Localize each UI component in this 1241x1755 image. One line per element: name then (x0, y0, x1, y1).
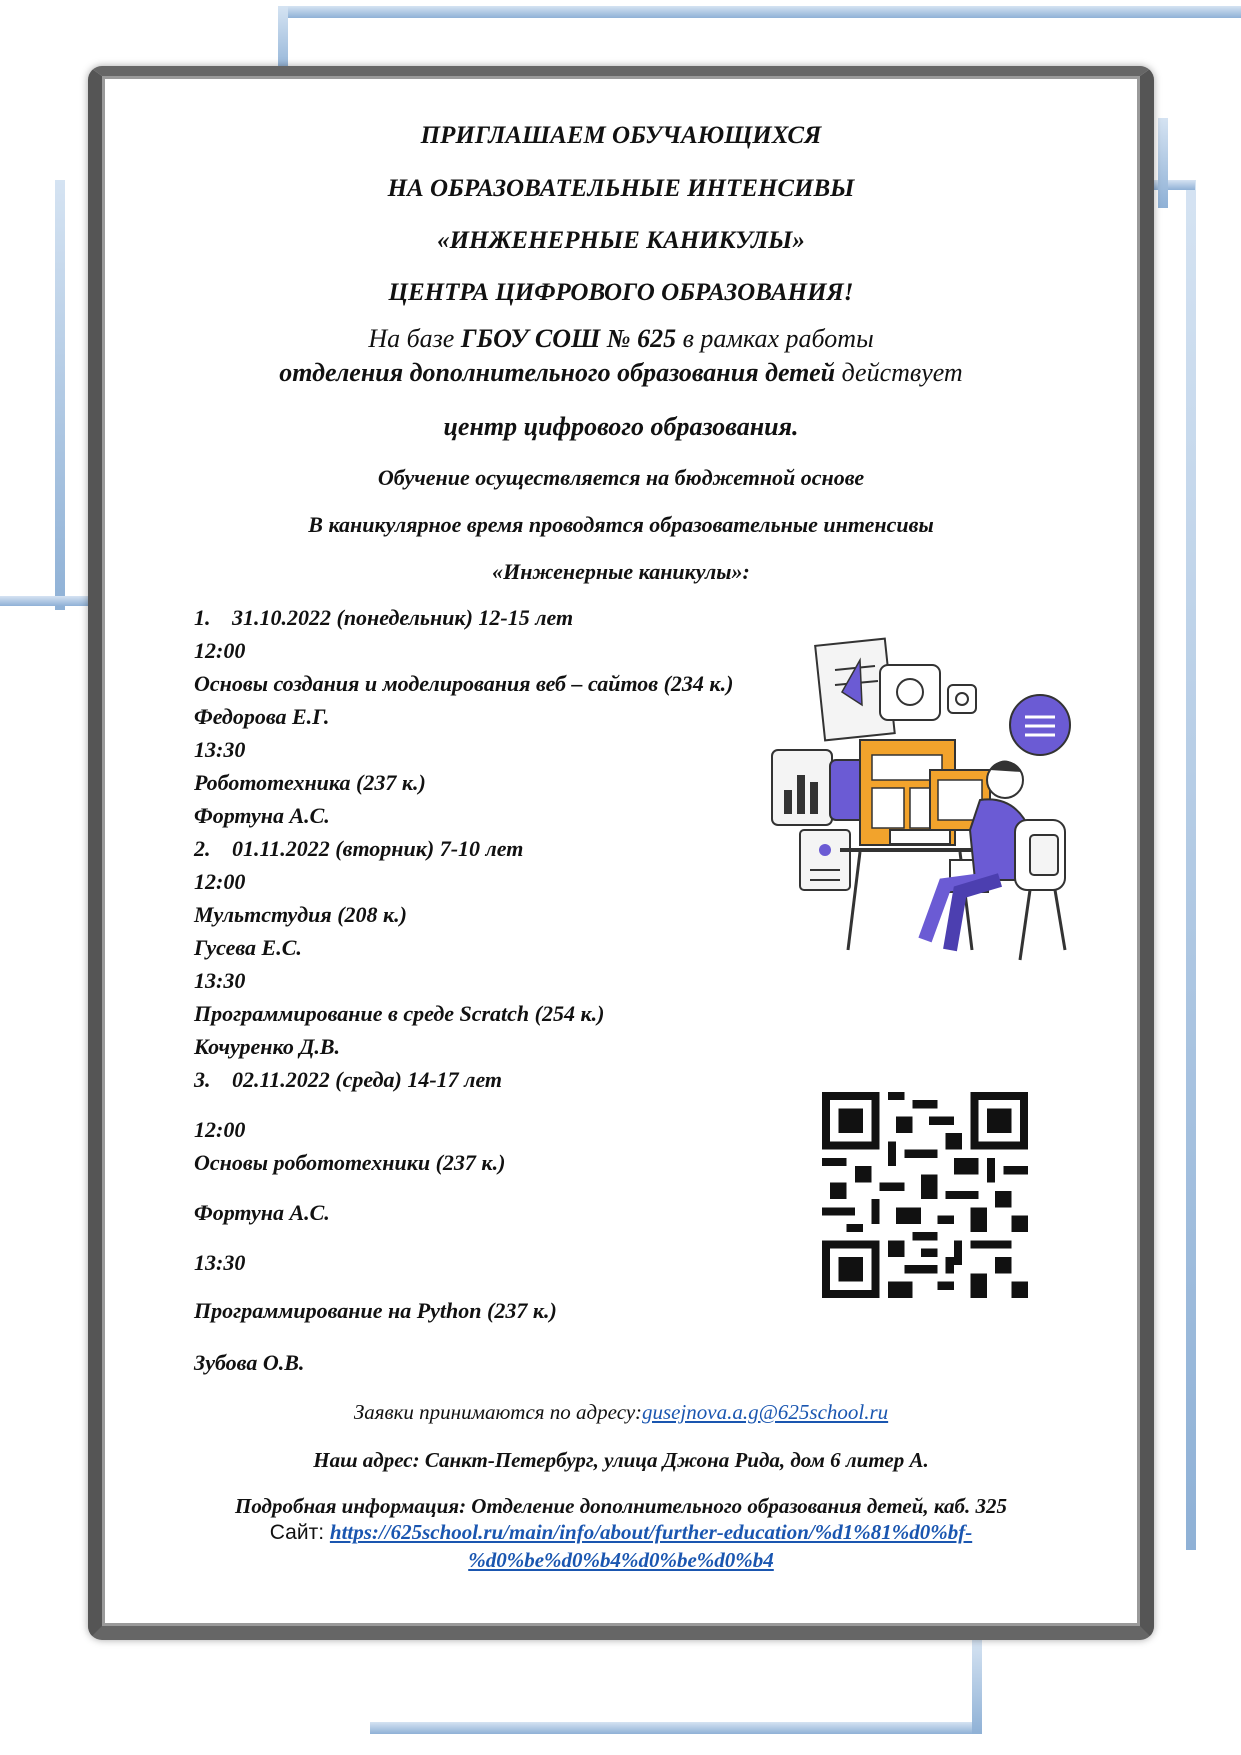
time: 13:30 (194, 1250, 246, 1275)
intro-line-5: В каникулярное время проводятся образовательные интенсивы (308, 512, 934, 537)
intro-line-3: центр цифрового образования. (443, 412, 799, 441)
time: 12:00 (194, 869, 246, 894)
course: Программирование в среде Scratch (254 к.) (194, 1001, 605, 1026)
course: Мультстудия (208 к.) (194, 902, 408, 927)
course: Программирование на Python (237 к.) (194, 1298, 557, 1323)
day-date: 31.10.2022 (понедельник) 12-15 лет (232, 605, 574, 630)
site-link-continued[interactable]: %d0%be%d0%b4%d0%be%d0%b4 (468, 1548, 774, 1572)
course: Основы создания и моделирования веб – сайтов (234 к.) (194, 671, 734, 696)
time: 13:30 (194, 968, 246, 993)
day-3-heading (194, 1067, 502, 1093)
intro-text: действует (835, 358, 963, 387)
intro-text: в рамках работы (676, 324, 874, 353)
intro-line-6: «Инженерные каникулы»: (492, 559, 750, 584)
decor-line-left-top (55, 180, 65, 610)
day-number: 3. (194, 1067, 211, 1092)
intro-line-2 (102, 358, 1140, 388)
day-date: 01.11.2022 (вторник) 7-10 лет (232, 836, 524, 861)
title-line-4: ЦЕНТРА ЦИФРОВОГО ОБРАЗОВАНИЯ! (388, 279, 854, 306)
teacher: Фортуна А.С. (194, 1200, 330, 1225)
intro-line-1 (102, 324, 1140, 354)
teacher: Фортуна А.С. (194, 803, 330, 828)
day-date: 02.11.2022 (среда) 14-17 лет (232, 1067, 503, 1092)
site-line-2 (102, 1548, 1140, 1573)
site-label: Сайт: (269, 1521, 330, 1544)
decor-line-top (278, 6, 1241, 18)
time: 12:00 (194, 638, 246, 663)
decor-line-bottom (370, 1722, 980, 1734)
teacher: Кочуренко Д.В. (194, 1034, 341, 1059)
department-name: отделения дополнительного образования детей (279, 358, 836, 387)
address-line: Наш адрес: Санкт-Петербург, улица Джона Рида, дом 6 литер А. (313, 1448, 929, 1472)
intro-text: На базе (368, 324, 461, 353)
course: Основы робототехники (237 к.) (194, 1150, 506, 1175)
day-2-heading (194, 836, 523, 862)
decor-line-right (1186, 180, 1196, 1550)
title-line-3: «ИНЖЕНЕРНЫЕ КАНИКУЛЫ» (437, 227, 805, 254)
decor-line-left-h (0, 596, 95, 606)
title-line-2: НА ОБРАЗОВАТЕЛЬНЫЕ ИНТЕНСИВЫ (387, 175, 855, 202)
teacher: Зубова О.В. (194, 1350, 305, 1375)
apply-email-link[interactable]: gusejnova.a.g@625school.ru (641, 1400, 889, 1424)
apply-line (102, 1400, 1140, 1425)
school-name: ГБОУ СОШ № 625 (460, 324, 677, 353)
details-line: Подробная информация: Отделение дополнительного образования детей, каб. 325 (235, 1494, 1007, 1518)
site-line (102, 1520, 1140, 1545)
decor-line-bottom-vert (972, 1640, 982, 1734)
person-at-computer-illustration (760, 630, 1090, 980)
time: 13:30 (194, 737, 246, 762)
apply-label: Заявки принимаются по адресу: (353, 1400, 642, 1424)
decor-line-right-h (1150, 180, 1195, 190)
course: Робототехника (237 к.) (194, 770, 426, 795)
day-number: 2. (194, 836, 211, 861)
title-line-1: ПРИГЛАШАЕМ ОБУЧАЮЩИХСЯ (420, 122, 822, 149)
site-link[interactable]: https://625school.ru/main/info/about/further-education/%d1%81%d0%bf- (329, 1520, 973, 1544)
teacher: Федорова Е.Г. (194, 704, 330, 729)
day-1-heading (194, 605, 573, 631)
teacher: Гусева Е.С. (194, 935, 302, 960)
time: 12:00 (194, 1117, 246, 1142)
day-number: 1. (194, 605, 211, 630)
qr-code[interactable] (822, 1092, 1028, 1298)
decor-line-right2 (1158, 118, 1168, 208)
intro-line-4: Обучение осуществляется на бюджетной основе (377, 465, 865, 490)
